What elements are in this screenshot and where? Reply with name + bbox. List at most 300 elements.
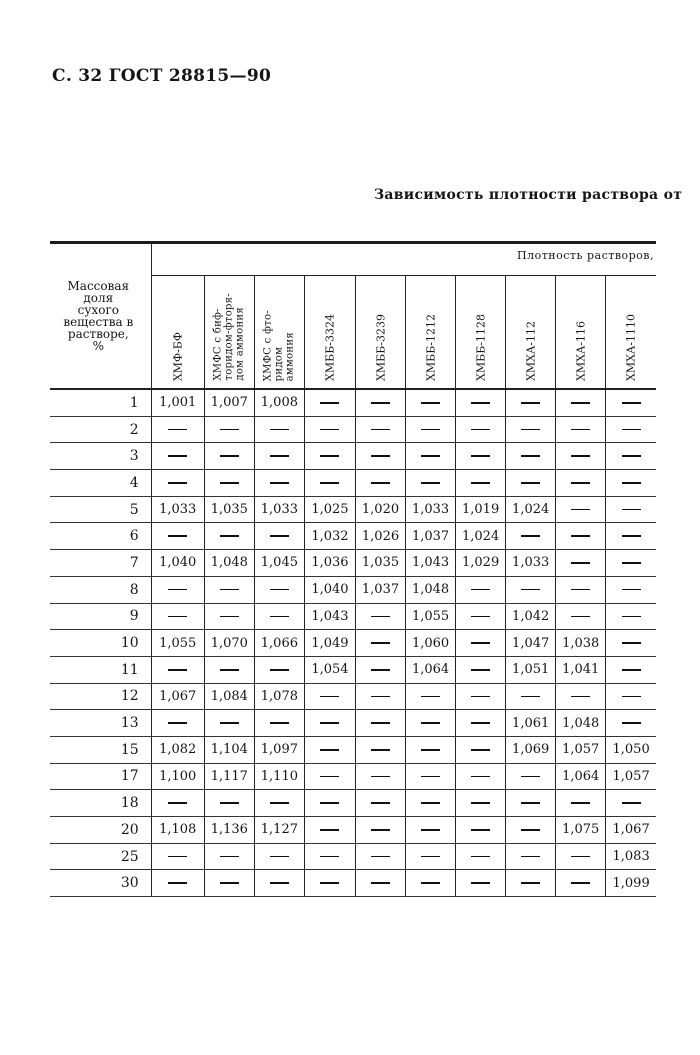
empty-value-dash — [622, 669, 641, 671]
density-cell — [356, 603, 406, 630]
empty-value-dash — [421, 482, 440, 484]
empty-value-dash — [471, 696, 490, 698]
mass-fraction-cell: 17 — [50, 763, 151, 790]
density-cell — [556, 496, 606, 523]
density-cell — [356, 710, 406, 737]
table-row — [50, 736, 656, 763]
empty-value-dash — [521, 802, 540, 804]
density-cell — [456, 470, 506, 497]
empty-value-dash — [421, 829, 440, 831]
density-cell — [506, 523, 556, 550]
table-row — [50, 870, 656, 897]
column-header — [406, 276, 456, 390]
empty-value-dash — [571, 562, 590, 564]
density-cell — [204, 443, 254, 470]
empty-value-dash — [471, 722, 490, 724]
density-cell — [506, 470, 556, 497]
empty-value-dash — [471, 669, 490, 671]
empty-value-dash — [320, 829, 339, 831]
table-row — [50, 576, 656, 603]
density-cell: 1,060 — [406, 630, 456, 657]
density-cell — [254, 523, 304, 550]
density-cell: 1,037 — [406, 523, 456, 550]
empty-value-dash — [220, 882, 239, 884]
empty-value-dash — [471, 882, 490, 884]
empty-value-dash — [521, 535, 540, 537]
density-cell — [304, 790, 355, 817]
density-cell — [304, 817, 355, 844]
density-cell: 1,082 — [151, 736, 204, 763]
empty-value-dash — [371, 669, 390, 671]
empty-value-dash — [622, 696, 641, 698]
empty-value-dash — [622, 722, 641, 724]
density-cell: 1,048 — [556, 710, 606, 737]
table-row — [50, 389, 656, 416]
empty-value-dash — [571, 856, 590, 858]
density-cell — [254, 576, 304, 603]
mass-fraction-cell: 3 — [50, 443, 151, 470]
empty-value-dash — [168, 535, 187, 537]
empty-value-dash — [421, 776, 440, 778]
density-cell: 1,100 — [151, 763, 204, 790]
density-cell — [254, 870, 304, 897]
density-cell — [356, 416, 406, 443]
density-cell — [456, 630, 506, 657]
density-cell — [606, 389, 656, 416]
table-row — [50, 656, 656, 683]
empty-value-dash — [571, 802, 590, 804]
empty-value-dash — [622, 429, 641, 431]
empty-value-dash — [270, 669, 289, 671]
empty-value-dash — [571, 455, 590, 457]
mass-fraction-cell: 11 — [50, 656, 151, 683]
empty-value-dash — [168, 589, 187, 591]
density-cell — [151, 416, 204, 443]
empty-value-dash — [471, 829, 490, 831]
empty-value-dash — [270, 455, 289, 457]
density-cell: 1,045 — [254, 550, 304, 577]
column-header-label: ХМФ-БФ — [171, 331, 185, 381]
table-row — [50, 550, 656, 577]
empty-value-dash — [270, 722, 289, 724]
empty-value-dash — [371, 776, 390, 778]
empty-value-dash — [521, 829, 540, 831]
empty-value-dash — [421, 722, 440, 724]
density-cell: 1,057 — [606, 763, 656, 790]
table-body — [50, 389, 656, 897]
empty-value-dash — [320, 482, 339, 484]
empty-value-dash — [571, 429, 590, 431]
density-cell: 1,041 — [556, 656, 606, 683]
density-cell — [304, 443, 355, 470]
density-cell — [456, 603, 506, 630]
empty-value-dash — [622, 535, 641, 537]
density-cell — [556, 870, 606, 897]
empty-value-dash — [220, 482, 239, 484]
density-cell — [151, 843, 204, 870]
column-header-label: ХМББ-3239 — [374, 314, 388, 381]
empty-value-dash — [270, 882, 289, 884]
empty-value-dash — [168, 455, 187, 457]
density-cell — [356, 656, 406, 683]
empty-value-dash — [168, 482, 187, 484]
density-cell — [506, 763, 556, 790]
empty-value-dash — [571, 402, 590, 404]
density-cell — [151, 576, 204, 603]
density-cell — [456, 763, 506, 790]
mass-fraction-cell: 15 — [50, 736, 151, 763]
density-cell — [606, 603, 656, 630]
density-cell: 1,032 — [304, 523, 355, 550]
empty-value-dash — [471, 616, 490, 618]
density-cell: 1,061 — [506, 710, 556, 737]
empty-value-dash — [571, 589, 590, 591]
empty-value-dash — [371, 482, 390, 484]
density-cell — [606, 550, 656, 577]
density-cell — [254, 843, 304, 870]
mass-fraction-cell: 20 — [50, 817, 151, 844]
density-cell: 1,055 — [151, 630, 204, 657]
density-cell — [606, 710, 656, 737]
column-header-label: ХМФС с биф- торидом-фторя- дом аммония — [212, 293, 246, 381]
table-row — [50, 470, 656, 497]
empty-value-dash — [270, 589, 289, 591]
density-cell — [356, 389, 406, 416]
table-row — [50, 790, 656, 817]
density-cell: 1,104 — [204, 736, 254, 763]
density-cell: 1,066 — [254, 630, 304, 657]
density-cell — [556, 389, 606, 416]
empty-value-dash — [571, 482, 590, 484]
density-cell — [204, 576, 254, 603]
page-header: С. 32 ГОСТ 28815—90 — [52, 66, 272, 86]
density-cell — [556, 843, 606, 870]
density-cell: 1,007 — [204, 389, 254, 416]
density-cell — [304, 389, 355, 416]
density-cell — [406, 389, 456, 416]
empty-value-dash — [371, 429, 390, 431]
mass-fraction-cell: 7 — [50, 550, 151, 577]
empty-value-dash — [471, 749, 490, 751]
density-cell — [151, 523, 204, 550]
table-row — [50, 710, 656, 737]
density-table-container — [50, 241, 656, 897]
empty-value-dash — [571, 882, 590, 884]
empty-value-dash — [622, 402, 641, 404]
density-cell: 1,043 — [406, 550, 456, 577]
mass-fraction-cell: 8 — [50, 576, 151, 603]
density-cell — [356, 630, 406, 657]
mass-fraction-cell: 10 — [50, 630, 151, 657]
density-cell: 1,064 — [406, 656, 456, 683]
empty-value-dash — [622, 455, 641, 457]
density-cell — [204, 470, 254, 497]
empty-value-dash — [571, 696, 590, 698]
density-cell — [356, 870, 406, 897]
table-row — [50, 817, 656, 844]
density-cell: 1,067 — [151, 683, 204, 710]
density-cell: 1,057 — [556, 736, 606, 763]
density-cell — [606, 576, 656, 603]
density-cell — [304, 736, 355, 763]
density-cell: 1,099 — [606, 870, 656, 897]
empty-value-dash — [270, 429, 289, 431]
empty-value-dash — [421, 856, 440, 858]
density-cell — [606, 630, 656, 657]
density-cell — [254, 416, 304, 443]
density-cell — [456, 736, 506, 763]
mass-fraction-cell: 13 — [50, 710, 151, 737]
table-row — [50, 603, 656, 630]
density-group-header: Плотность растворов, — [151, 243, 656, 276]
empty-value-dash — [220, 429, 239, 431]
density-cell: 1,037 — [356, 576, 406, 603]
empty-value-dash — [371, 749, 390, 751]
empty-value-dash — [521, 402, 540, 404]
density-cell — [456, 656, 506, 683]
density-cell — [254, 656, 304, 683]
empty-value-dash — [421, 882, 440, 884]
density-cell: 1,033 — [406, 496, 456, 523]
table-row — [50, 630, 656, 657]
density-cell — [506, 683, 556, 710]
density-cell — [606, 443, 656, 470]
density-cell — [151, 443, 204, 470]
density-cell — [204, 870, 254, 897]
empty-value-dash — [320, 802, 339, 804]
density-cell: 1,136 — [204, 817, 254, 844]
density-cell: 1,054 — [304, 656, 355, 683]
mass-fraction-cell: 30 — [50, 870, 151, 897]
density-cell — [556, 576, 606, 603]
density-cell — [506, 817, 556, 844]
empty-value-dash — [220, 669, 239, 671]
column-header-label: ХМББ-1212 — [424, 314, 438, 381]
density-cell — [556, 443, 606, 470]
density-cell: 1,025 — [304, 496, 355, 523]
density-cell — [506, 790, 556, 817]
empty-value-dash — [220, 616, 239, 618]
empty-value-dash — [220, 722, 239, 724]
density-cell — [506, 443, 556, 470]
empty-value-dash — [371, 829, 390, 831]
empty-value-dash — [571, 616, 590, 618]
density-cell — [456, 416, 506, 443]
density-cell — [556, 523, 606, 550]
density-cell: 1,035 — [204, 496, 254, 523]
empty-value-dash — [622, 642, 641, 644]
density-cell — [406, 416, 456, 443]
empty-value-dash — [571, 535, 590, 537]
density-cell — [506, 843, 556, 870]
column-header-label: ХМФС с фто- ридом аммония — [262, 309, 296, 381]
column-header — [254, 276, 304, 390]
density-cell: 1,024 — [456, 523, 506, 550]
empty-value-dash — [220, 802, 239, 804]
density-cell — [606, 683, 656, 710]
density-cell: 1,036 — [304, 550, 355, 577]
empty-value-dash — [270, 535, 289, 537]
empty-value-dash — [320, 722, 339, 724]
empty-value-dash — [320, 455, 339, 457]
density-cell — [606, 470, 656, 497]
empty-value-dash — [471, 856, 490, 858]
density-cell: 1,117 — [204, 763, 254, 790]
empty-value-dash — [521, 455, 540, 457]
density-cell — [606, 496, 656, 523]
empty-value-dash — [521, 856, 540, 858]
density-cell: 1,033 — [254, 496, 304, 523]
empty-value-dash — [471, 802, 490, 804]
empty-value-dash — [421, 802, 440, 804]
density-cell: 1,026 — [356, 523, 406, 550]
mass-fraction-cell: 5 — [50, 496, 151, 523]
density-cell — [556, 790, 606, 817]
column-header — [606, 276, 656, 390]
empty-value-dash — [471, 589, 490, 591]
table-row — [50, 763, 656, 790]
density-cell — [151, 870, 204, 897]
mass-fraction-cell: 25 — [50, 843, 151, 870]
empty-value-dash — [270, 856, 289, 858]
column-header — [356, 276, 406, 390]
density-cell: 1,097 — [254, 736, 304, 763]
empty-value-dash — [521, 482, 540, 484]
density-cell — [254, 603, 304, 630]
empty-value-dash — [371, 616, 390, 618]
density-cell: 1,127 — [254, 817, 304, 844]
density-cell: 1,043 — [304, 603, 355, 630]
density-cell: 1,078 — [254, 683, 304, 710]
density-cell — [356, 790, 406, 817]
empty-value-dash — [622, 616, 641, 618]
density-cell — [204, 603, 254, 630]
mass-fraction-cell: 2 — [50, 416, 151, 443]
empty-value-dash — [421, 429, 440, 431]
density-cell — [356, 843, 406, 870]
empty-value-dash — [471, 429, 490, 431]
empty-value-dash — [168, 802, 187, 804]
empty-value-dash — [371, 642, 390, 644]
column-header — [151, 276, 204, 390]
empty-value-dash — [421, 696, 440, 698]
density-cell — [356, 763, 406, 790]
column-header — [506, 276, 556, 390]
density-cell — [151, 710, 204, 737]
empty-value-dash — [421, 402, 440, 404]
density-cell — [506, 416, 556, 443]
density-cell — [356, 683, 406, 710]
mass-fraction-cell: 4 — [50, 470, 151, 497]
density-cell: 1,108 — [151, 817, 204, 844]
empty-value-dash — [471, 776, 490, 778]
mass-fraction-cell: 6 — [50, 523, 151, 550]
density-cell — [406, 470, 456, 497]
empty-value-dash — [622, 482, 641, 484]
density-cell — [606, 523, 656, 550]
density-cell — [204, 523, 254, 550]
table-caption: Зависимость плотности раствора от — [374, 187, 683, 203]
density-cell — [406, 736, 456, 763]
empty-value-dash — [471, 642, 490, 644]
density-cell — [254, 470, 304, 497]
empty-value-dash — [471, 455, 490, 457]
density-cell — [606, 416, 656, 443]
mass-fraction-header-label: Массовая доля сухого вещества в растворе, % — [63, 279, 134, 353]
density-cell: 1,040 — [304, 576, 355, 603]
density-cell: 1,075 — [556, 817, 606, 844]
density-cell — [406, 443, 456, 470]
empty-value-dash — [168, 669, 187, 671]
density-cell — [506, 576, 556, 603]
mass-fraction-cell: 18 — [50, 790, 151, 817]
density-cell — [254, 443, 304, 470]
density-cell: 1,024 — [506, 496, 556, 523]
density-cell — [456, 389, 506, 416]
density-cell: 1,035 — [356, 550, 406, 577]
density-cell: 1,050 — [606, 736, 656, 763]
density-cell — [151, 656, 204, 683]
mass-fraction-cell: 1 — [50, 389, 151, 416]
empty-value-dash — [371, 882, 390, 884]
density-cell — [606, 790, 656, 817]
table-row — [50, 523, 656, 550]
density-cell — [456, 790, 506, 817]
density-cell: 1,070 — [204, 630, 254, 657]
density-cell — [151, 603, 204, 630]
column-header — [304, 276, 355, 390]
table-row — [50, 496, 656, 523]
column-header-label: ХМХА-1110 — [624, 314, 638, 381]
density-cell — [456, 576, 506, 603]
column-header — [456, 276, 506, 390]
empty-value-dash — [371, 402, 390, 404]
empty-value-dash — [371, 696, 390, 698]
density-cell — [304, 683, 355, 710]
density-cell: 1,055 — [406, 603, 456, 630]
empty-value-dash — [521, 776, 540, 778]
table-row — [50, 683, 656, 710]
density-cell — [356, 736, 406, 763]
density-cell — [606, 656, 656, 683]
empty-value-dash — [521, 882, 540, 884]
empty-value-dash — [371, 455, 390, 457]
column-header — [556, 276, 606, 390]
table-row — [50, 416, 656, 443]
density-cell — [556, 603, 606, 630]
empty-value-dash — [622, 589, 641, 591]
density-cell — [506, 389, 556, 416]
density-cell: 1,038 — [556, 630, 606, 657]
density-cell: 1,048 — [406, 576, 456, 603]
density-cell — [456, 843, 506, 870]
empty-value-dash — [521, 429, 540, 431]
empty-value-dash — [571, 509, 590, 511]
density-cell — [406, 817, 456, 844]
empty-value-dash — [270, 616, 289, 618]
column-header — [204, 276, 254, 390]
empty-value-dash — [168, 882, 187, 884]
empty-value-dash — [270, 802, 289, 804]
empty-value-dash — [320, 776, 339, 778]
density-cell: 1,029 — [456, 550, 506, 577]
density-cell — [456, 710, 506, 737]
density-cell — [151, 790, 204, 817]
empty-value-dash — [168, 856, 187, 858]
density-cell: 1,067 — [606, 817, 656, 844]
empty-value-dash — [168, 429, 187, 431]
density-cell: 1,040 — [151, 550, 204, 577]
